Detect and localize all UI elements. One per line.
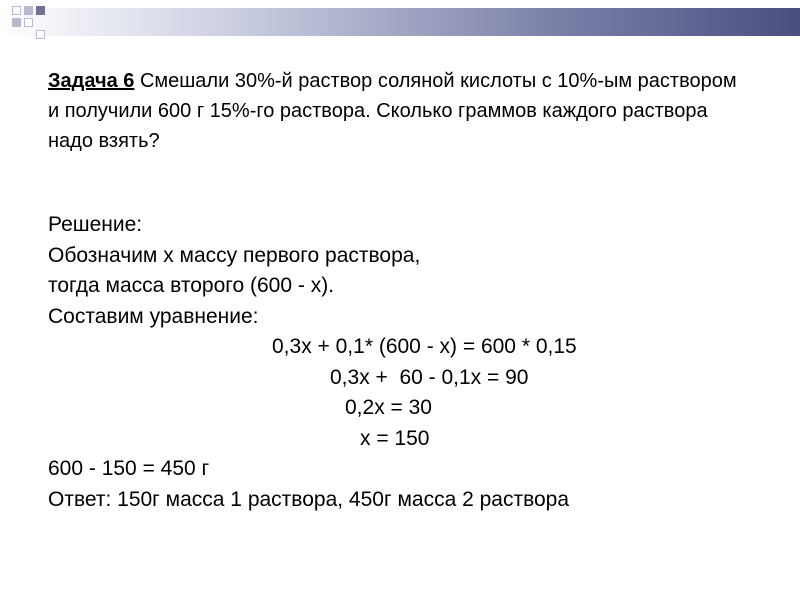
calculation-line: 600 - 150 = 450 г [48,457,210,480]
equation-line: 0,3x + 60 - 0,1x = 90 [330,365,529,389]
decor-square [12,18,21,27]
slide-header-bar [0,8,800,36]
equation-line: 0,2x = 30 [345,396,432,419]
answer-line: Ответ: 150г масса 1 раствора, 450г масса 2 раствора [48,487,570,511]
task-statement [48,66,748,156]
solution-line: тогда масса второго (600 - x). [48,274,335,297]
decor-square [24,18,33,27]
decor-square [12,6,21,15]
equation-line: x = 150 [360,426,430,450]
decor-square [24,6,33,15]
solution-heading: Решение: [48,213,143,236]
solution-line: Составим уравнение: [48,304,259,328]
solution-line: Обозначим x массу первого раствора, [48,243,421,267]
decor-square [36,30,45,39]
equation-line: 0,3x + 0,1* (600 - x) = 600 * 0,15 [272,335,577,358]
task-text: Смешали 30%-й раствор соляной кислоты с 10%-ым раствором и получили 600 г 15%-го раствора. Сколько граммов каждого раствора надо взять? [48,70,737,152]
solution-block [48,210,768,515]
decor-square [36,6,45,15]
task-label: Задача 6 [48,70,135,92]
